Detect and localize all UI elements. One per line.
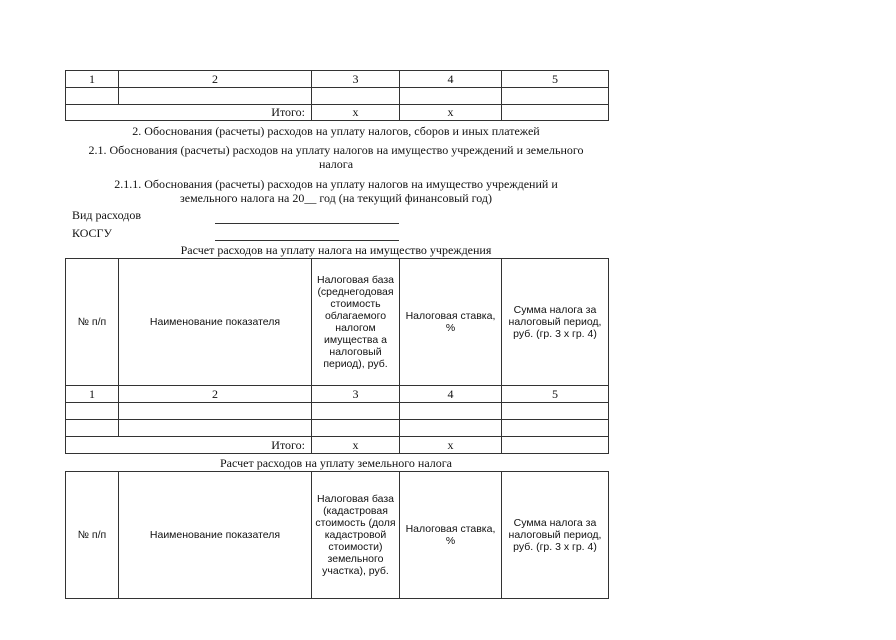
column-number-row — [66, 71, 609, 88]
header-tax-sum: Сумма налога за налоговый период, руб. (гр. 3 x гр. 4) — [502, 472, 609, 599]
field-vid-label: Вид расходов — [72, 208, 141, 222]
table-row — [66, 88, 609, 105]
column-number-row: 1 2 3 4 5 — [66, 386, 609, 403]
total-row: Итого: x x — [66, 437, 609, 454]
total-c3: x — [312, 105, 400, 121]
land-tax-title: Расчет расходов на уплату земельного налога — [220, 456, 452, 470]
header-tax-base: Налоговая база (среднегодовая стоимость облагаемого налогом имущества а налоговый период), руб. — [312, 259, 400, 386]
header-name: Наименование показателя — [119, 472, 312, 599]
table-row — [66, 403, 609, 420]
section-2-title: 2. Обоснования (расчеты) расходов на уплату налогов, сборов и иных платежей — [132, 124, 540, 138]
header-row — [66, 259, 609, 386]
header-num: № п/п — [66, 472, 119, 599]
table-row — [66, 420, 609, 437]
field-kosgu-line — [215, 240, 399, 241]
section-2-1-1-title-line1: 2.1.1. Обоснования (расчеты) расходов на уплату налогов на имущество учреждений и — [114, 177, 558, 191]
col-num-3: 3 — [312, 71, 400, 88]
section-2-1-1-title-line2: земельного налога на 20__ год (на текущий финансовый год) — [180, 191, 492, 205]
col-num-2: 2 — [119, 71, 312, 88]
property-tax-title: Расчет расходов на уплату налога на имущество учреждения — [180, 243, 492, 257]
total-row — [66, 105, 609, 121]
land-tax-table — [65, 471, 609, 599]
header-tax-base: Налоговая база (кадастровая стоимость (доля кадастровой стоимости) земельного участка), руб. — [312, 472, 400, 599]
col-num-1: 1 — [66, 71, 119, 88]
section-2-1-title-line2: налога — [318, 157, 354, 171]
header-tax-rate: Налоговая ставка, % — [400, 472, 502, 599]
col-num-5: 5 — [502, 71, 609, 88]
property-tax-table — [65, 258, 609, 454]
header-tax-sum: Сумма налога за налоговый период, руб. (гр. 3 x гр. 4) — [502, 259, 609, 386]
col-num-4: 4 — [400, 71, 502, 88]
header-name: Наименование показателя — [119, 259, 312, 386]
header-tax-rate: Налоговая ставка, % — [400, 259, 502, 386]
field-vid-line — [215, 223, 399, 224]
total-c4: x — [400, 105, 502, 121]
total-label: Итого: — [66, 105, 312, 121]
section-2-1-title-line1: 2.1. Обоснования (расчеты) расходов на уплату налогов на имущество учреждений и земельного — [88, 143, 584, 157]
field-kosgu-label: КОСГУ — [72, 226, 112, 240]
top-table — [65, 70, 609, 121]
header-row — [66, 472, 609, 599]
header-num: № п/п — [66, 259, 119, 386]
